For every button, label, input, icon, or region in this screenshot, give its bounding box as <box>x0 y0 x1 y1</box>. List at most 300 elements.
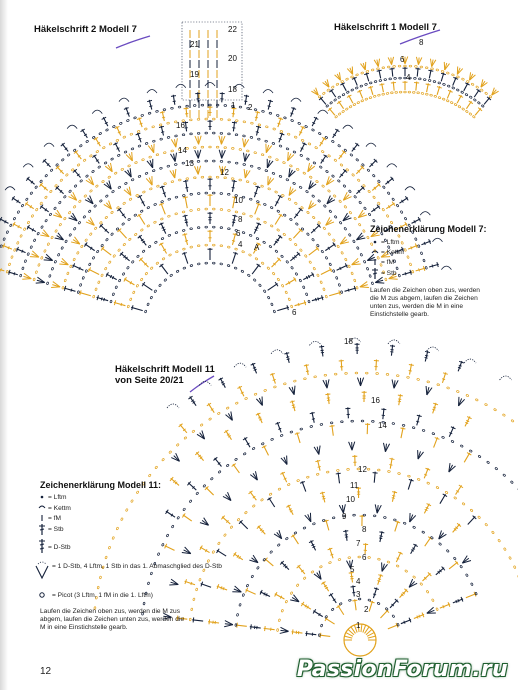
stitch-mark <box>426 84 431 85</box>
chain-mark <box>272 142 275 145</box>
chain-mark <box>140 278 143 281</box>
chain-mark <box>63 217 66 220</box>
chain-mark <box>361 99 364 102</box>
chain-mark <box>279 175 282 178</box>
legend-label: = Kettm <box>381 249 404 256</box>
chain-mark <box>37 232 40 235</box>
stitch-mark <box>121 253 130 261</box>
stitch-mark <box>449 433 452 434</box>
chain-mark <box>315 146 318 149</box>
chain-mark <box>212 244 215 246</box>
chain-mark <box>154 203 157 206</box>
stitch-mark <box>364 73 369 74</box>
chain-mark <box>265 140 268 142</box>
chain-mark <box>401 241 404 244</box>
stitch-mark <box>417 616 418 619</box>
chain-mark <box>174 163 177 165</box>
chain-mark <box>163 151 166 153</box>
chain-mark <box>152 169 155 172</box>
chain-mark <box>88 263 91 266</box>
stitch-mark <box>232 187 235 188</box>
chain-mark <box>363 207 366 210</box>
chain-mark <box>149 156 152 159</box>
chain-mark <box>237 518 240 521</box>
chain-mark <box>280 130 283 133</box>
chain-mark <box>390 92 393 94</box>
row-label: 1 <box>356 621 361 630</box>
chain-mark <box>197 245 200 247</box>
chain-mark <box>286 260 289 263</box>
chain-mark <box>40 256 43 259</box>
chain-mark <box>270 224 273 227</box>
chain-mark <box>22 267 25 270</box>
stitch-mark <box>268 284 278 291</box>
chain-mark <box>257 138 260 140</box>
chain-mark <box>425 266 427 269</box>
chain-mark <box>30 246 33 249</box>
picot-mark <box>427 347 439 351</box>
stitch-mark <box>163 229 166 230</box>
stitch-mark <box>390 346 395 347</box>
row-label: 5 <box>350 565 355 574</box>
chain-mark <box>294 202 297 205</box>
chain-mark <box>333 194 336 197</box>
stitch-mark <box>304 300 305 305</box>
chain-mark <box>154 241 157 244</box>
chain-mark <box>350 76 353 79</box>
chain-mark <box>377 180 380 183</box>
stitch-mark <box>411 246 412 249</box>
stitch-mark <box>363 625 366 632</box>
chain-mark <box>44 249 47 252</box>
chain-mark <box>356 158 359 161</box>
chain-mark <box>205 208 208 210</box>
row-label: A <box>254 243 260 252</box>
chain-mark <box>454 103 457 106</box>
legend-note-model11: Laufen die Zeichen oben zus, werden die M zus abgem, laufen die Zeichen unten zus, werden die M in eine Einstichstelle gearb. <box>40 608 185 631</box>
chain-mark <box>309 176 312 179</box>
legend-label: = Lftm <box>381 239 400 246</box>
chain-mark <box>323 204 326 207</box>
stitch-mark <box>274 236 281 246</box>
stitch-mark <box>253 367 256 368</box>
chain-mark <box>407 376 410 378</box>
chain-mark <box>142 191 145 194</box>
chain-mark <box>365 98 368 101</box>
chain-mark <box>377 202 380 205</box>
picot-mark <box>441 266 451 270</box>
chain-mark <box>382 67 385 69</box>
chain-mark <box>294 243 297 246</box>
chain-mark <box>224 105 227 107</box>
chain-mark <box>308 300 310 303</box>
stitch-mark <box>191 582 192 585</box>
chain-mark <box>377 256 380 259</box>
chain-mark <box>466 80 469 83</box>
chain-mark <box>136 255 139 258</box>
chain-mark <box>220 132 223 134</box>
chain-mark <box>326 471 329 473</box>
stitch-mark <box>127 113 130 114</box>
chain-mark <box>426 590 429 593</box>
chart-title-model7-small: Häkelschrift 1 Modell 7 <box>334 22 437 33</box>
stitch-mark <box>275 195 281 206</box>
stitch-mark <box>139 214 145 224</box>
legend-item <box>39 539 71 553</box>
chain-mark <box>498 539 501 542</box>
chain-mark <box>341 251 344 254</box>
chain-mark <box>193 105 196 107</box>
chain-mark <box>318 221 321 224</box>
chain-mark <box>145 172 148 175</box>
stitch-mark <box>188 396 192 399</box>
chain-mark <box>149 188 152 191</box>
chain-mark <box>338 113 341 116</box>
chain-mark <box>129 298 132 301</box>
picot-mark <box>205 83 215 87</box>
chain-mark <box>76 251 79 254</box>
chain-mark <box>201 104 204 106</box>
stitch-mark <box>339 290 340 295</box>
chain-mark <box>396 375 399 377</box>
picot-mark <box>291 98 301 102</box>
chain-mark <box>320 281 323 284</box>
chain-icon <box>41 496 44 499</box>
chain-mark <box>296 584 299 587</box>
row-label: 4 <box>238 240 243 249</box>
stitch-mark <box>405 272 406 275</box>
stitch-mark <box>425 355 428 356</box>
chain-mark <box>385 278 387 281</box>
chain-mark <box>239 148 242 150</box>
chain-mark <box>403 522 406 525</box>
chain-mark <box>302 286 305 289</box>
chain-mark <box>289 164 292 167</box>
stitch-mark <box>139 195 145 206</box>
chain-mark <box>205 192 208 194</box>
picot-mark <box>23 164 33 168</box>
stitch-mark <box>312 122 315 123</box>
chain-mark <box>460 445 463 448</box>
chain-mark <box>153 221 156 224</box>
chain-mark <box>80 179 83 182</box>
chain-mark <box>308 143 311 146</box>
chain-mark <box>372 174 375 177</box>
chain-mark <box>118 186 121 189</box>
chain-mark <box>368 213 371 216</box>
chain-mark <box>279 145 282 148</box>
chain-mark <box>148 112 151 114</box>
chain-mark <box>171 107 174 109</box>
chain-mark <box>412 270 414 273</box>
chain-mark <box>234 267 237 270</box>
row-label: 10 <box>234 196 243 205</box>
stitch-mark <box>437 262 438 267</box>
chain-mark <box>382 208 385 211</box>
chain-mark <box>182 248 185 251</box>
chain-mark <box>365 372 368 374</box>
chain-mark <box>442 98 445 101</box>
chain-mark <box>413 576 416 579</box>
chain-mark <box>285 291 288 294</box>
legend-model11 <box>36 480 222 599</box>
chain-mark <box>513 566 516 569</box>
picot-mark <box>67 125 77 129</box>
chain-mark <box>376 373 379 375</box>
stitch-mark <box>163 193 166 194</box>
chain-mark <box>377 602 380 605</box>
chain-mark <box>128 164 131 167</box>
chain-mark <box>136 284 139 287</box>
chain-mark <box>261 153 264 155</box>
chain-mark <box>110 300 112 303</box>
chain-mark <box>58 201 61 204</box>
chain-mark <box>265 169 268 172</box>
chain-mark <box>190 209 193 211</box>
chain-mark <box>297 479 300 482</box>
chain-mark <box>51 267 54 270</box>
chain-mark <box>220 227 223 229</box>
picot-mark <box>420 212 430 216</box>
chain-mark <box>147 582 149 585</box>
chain-mark <box>196 492 199 495</box>
chain-mark <box>35 186 38 189</box>
stitch-mark <box>255 117 258 118</box>
stitch-mark <box>424 474 427 475</box>
chain-mark <box>447 85 450 88</box>
chain-mark <box>353 103 356 106</box>
chain-mark <box>242 231 245 234</box>
chain-mark <box>63 195 66 198</box>
chain-mark <box>40 180 43 183</box>
row-label: 19 <box>190 70 199 79</box>
legend-label: = fM <box>381 259 395 266</box>
chain-mark <box>348 233 351 236</box>
chain-mark <box>320 423 323 425</box>
chain-mark <box>477 101 480 104</box>
chain-mark <box>329 263 332 266</box>
chain-mark <box>312 195 315 198</box>
chain-mark <box>305 293 308 296</box>
stitch-mark <box>337 265 348 270</box>
stitch-mark <box>319 346 324 347</box>
stitch-mark <box>278 428 281 429</box>
row-label: 6 <box>292 308 297 317</box>
pen-mark <box>190 376 214 392</box>
chain-mark <box>349 211 352 214</box>
chain-mark <box>137 130 140 133</box>
chain-mark <box>283 383 286 385</box>
chain-mark <box>438 96 441 99</box>
stitch-mark <box>351 586 356 587</box>
chain-mark <box>258 167 261 169</box>
chain-mark <box>190 264 193 266</box>
chain-mark <box>176 270 179 273</box>
chain-mark <box>189 119 192 121</box>
chain-mark <box>104 267 107 270</box>
chain-mark <box>277 629 279 632</box>
chain-mark <box>6 270 8 273</box>
stitch-mark <box>221 586 222 589</box>
chain-mark <box>344 258 347 261</box>
chain-mark <box>228 209 231 211</box>
chain-mark <box>296 168 299 171</box>
chain-mark <box>171 180 174 182</box>
chain-mark <box>116 527 119 530</box>
chain-mark <box>285 600 288 603</box>
chain-mark <box>290 592 293 595</box>
chain-mark <box>420 252 423 255</box>
chain-mark <box>322 519 325 521</box>
chain-mark <box>108 261 111 264</box>
row-label: 18 <box>228 85 237 94</box>
chain-mark <box>261 442 264 445</box>
chain-mark <box>387 192 390 195</box>
chain-mark <box>417 478 420 481</box>
legend-model7 <box>370 224 487 279</box>
chain-mark <box>108 546 111 549</box>
chain-mark <box>35 208 38 211</box>
chain-mark <box>273 128 276 131</box>
row-label: 9 <box>342 512 347 521</box>
stitch-mark <box>22 250 23 253</box>
chain-mark <box>481 104 484 107</box>
chain-mark <box>92 256 95 259</box>
chain-mark <box>21 204 24 207</box>
chain-mark <box>367 169 370 172</box>
stitch-mark <box>80 290 81 295</box>
chain-mark <box>332 269 335 272</box>
chain-mark <box>265 126 268 128</box>
chain-mark <box>377 558 380 560</box>
chain-mark <box>235 211 238 213</box>
chain-mark <box>3 238 6 241</box>
chain-mark <box>465 574 468 577</box>
chain-mark <box>332 239 335 242</box>
chain-mark <box>147 224 150 227</box>
chain-mark <box>257 218 260 221</box>
stitch-mark <box>14 272 15 275</box>
chain-mark <box>275 158 278 161</box>
stitch-mark <box>162 186 166 197</box>
chain-mark <box>11 256 14 259</box>
chain-mark <box>46 282 48 285</box>
stitch-mark <box>379 84 384 85</box>
row-label: 7 <box>356 539 361 548</box>
chain-mark <box>288 198 291 201</box>
chain-mark <box>306 158 309 161</box>
stitch-mark <box>428 70 433 71</box>
chain-mark <box>161 200 164 203</box>
stitch-mark <box>159 126 164 127</box>
chain-mark <box>192 430 195 433</box>
chain-mark <box>323 288 326 291</box>
chain-mark <box>175 231 178 234</box>
stitch-mark <box>303 274 314 280</box>
chain-mark <box>465 110 468 113</box>
chain-mark <box>282 161 285 164</box>
chain-mark <box>246 584 249 587</box>
chain-mark <box>313 162 316 165</box>
chain-mark <box>356 74 359 77</box>
stitch-mark <box>311 225 320 233</box>
chain-mark <box>263 290 266 293</box>
chain-mark <box>235 162 238 164</box>
stitch-mark <box>379 538 382 539</box>
chain-mark <box>241 270 244 273</box>
chain-mark <box>144 128 147 131</box>
chain-mark <box>337 245 340 248</box>
legend-note-model7: Laufen die Zeichen oben zus, werden die M zus abgem, laufen die Zeichen unten zus, werden die M in eine Einstichstelle gearb. <box>370 287 480 318</box>
chain-mark <box>209 104 212 106</box>
chain-mark <box>155 466 158 469</box>
chain-mark <box>387 561 390 564</box>
stitch-mark <box>140 123 143 124</box>
chain-mark <box>280 255 283 258</box>
chain-mark <box>8 263 11 266</box>
chain-mark <box>432 432 435 435</box>
picot-mark <box>405 187 415 191</box>
chain-mark <box>77 163 80 166</box>
row-label: 11 <box>350 481 359 490</box>
chain-mark <box>366 267 369 270</box>
stitch-mark <box>183 181 188 182</box>
chain-mark <box>184 436 187 439</box>
stitch-mark <box>381 409 386 410</box>
stitch-mark <box>161 264 168 274</box>
chain-mark <box>366 236 369 239</box>
chain-mark <box>128 238 131 241</box>
stitch-mark <box>432 264 433 267</box>
chain-mark <box>484 403 487 406</box>
chain-mark <box>200 424 203 427</box>
chain-mark <box>152 126 155 128</box>
chain-mark <box>269 112 272 114</box>
chain-mark <box>343 184 346 187</box>
row-label: 16 <box>176 121 185 130</box>
chain-mark <box>299 249 302 252</box>
stitch-mark <box>389 465 392 466</box>
chain-mark <box>154 290 157 293</box>
chain-mark <box>97 586 99 589</box>
chain-mark <box>205 132 208 134</box>
chain-mark <box>169 451 172 454</box>
chain-mark <box>369 96 372 99</box>
stitch-mark <box>193 617 194 622</box>
stitch-mark <box>333 242 336 246</box>
chain-mark <box>431 599 434 602</box>
chain-mark <box>111 158 114 161</box>
chain-mark <box>341 421 344 423</box>
chain-mark <box>291 266 294 269</box>
stitch-mark <box>322 295 323 300</box>
chain-mark <box>27 253 30 256</box>
stitch-mark <box>398 395 403 396</box>
chain-mark <box>372 219 375 222</box>
chain-mark <box>150 296 153 299</box>
chain-mark <box>374 80 377 82</box>
chain-mark <box>65 240 68 243</box>
chain-mark <box>283 117 286 120</box>
chain-mark <box>143 602 145 605</box>
chain-mark <box>360 85 363 88</box>
chain-mark <box>209 146 212 148</box>
chain-mark <box>286 178 289 181</box>
stitch-mark <box>161 243 167 253</box>
chain-mark <box>352 240 355 243</box>
chain-mark <box>454 496 457 499</box>
chain-mark <box>247 274 250 277</box>
